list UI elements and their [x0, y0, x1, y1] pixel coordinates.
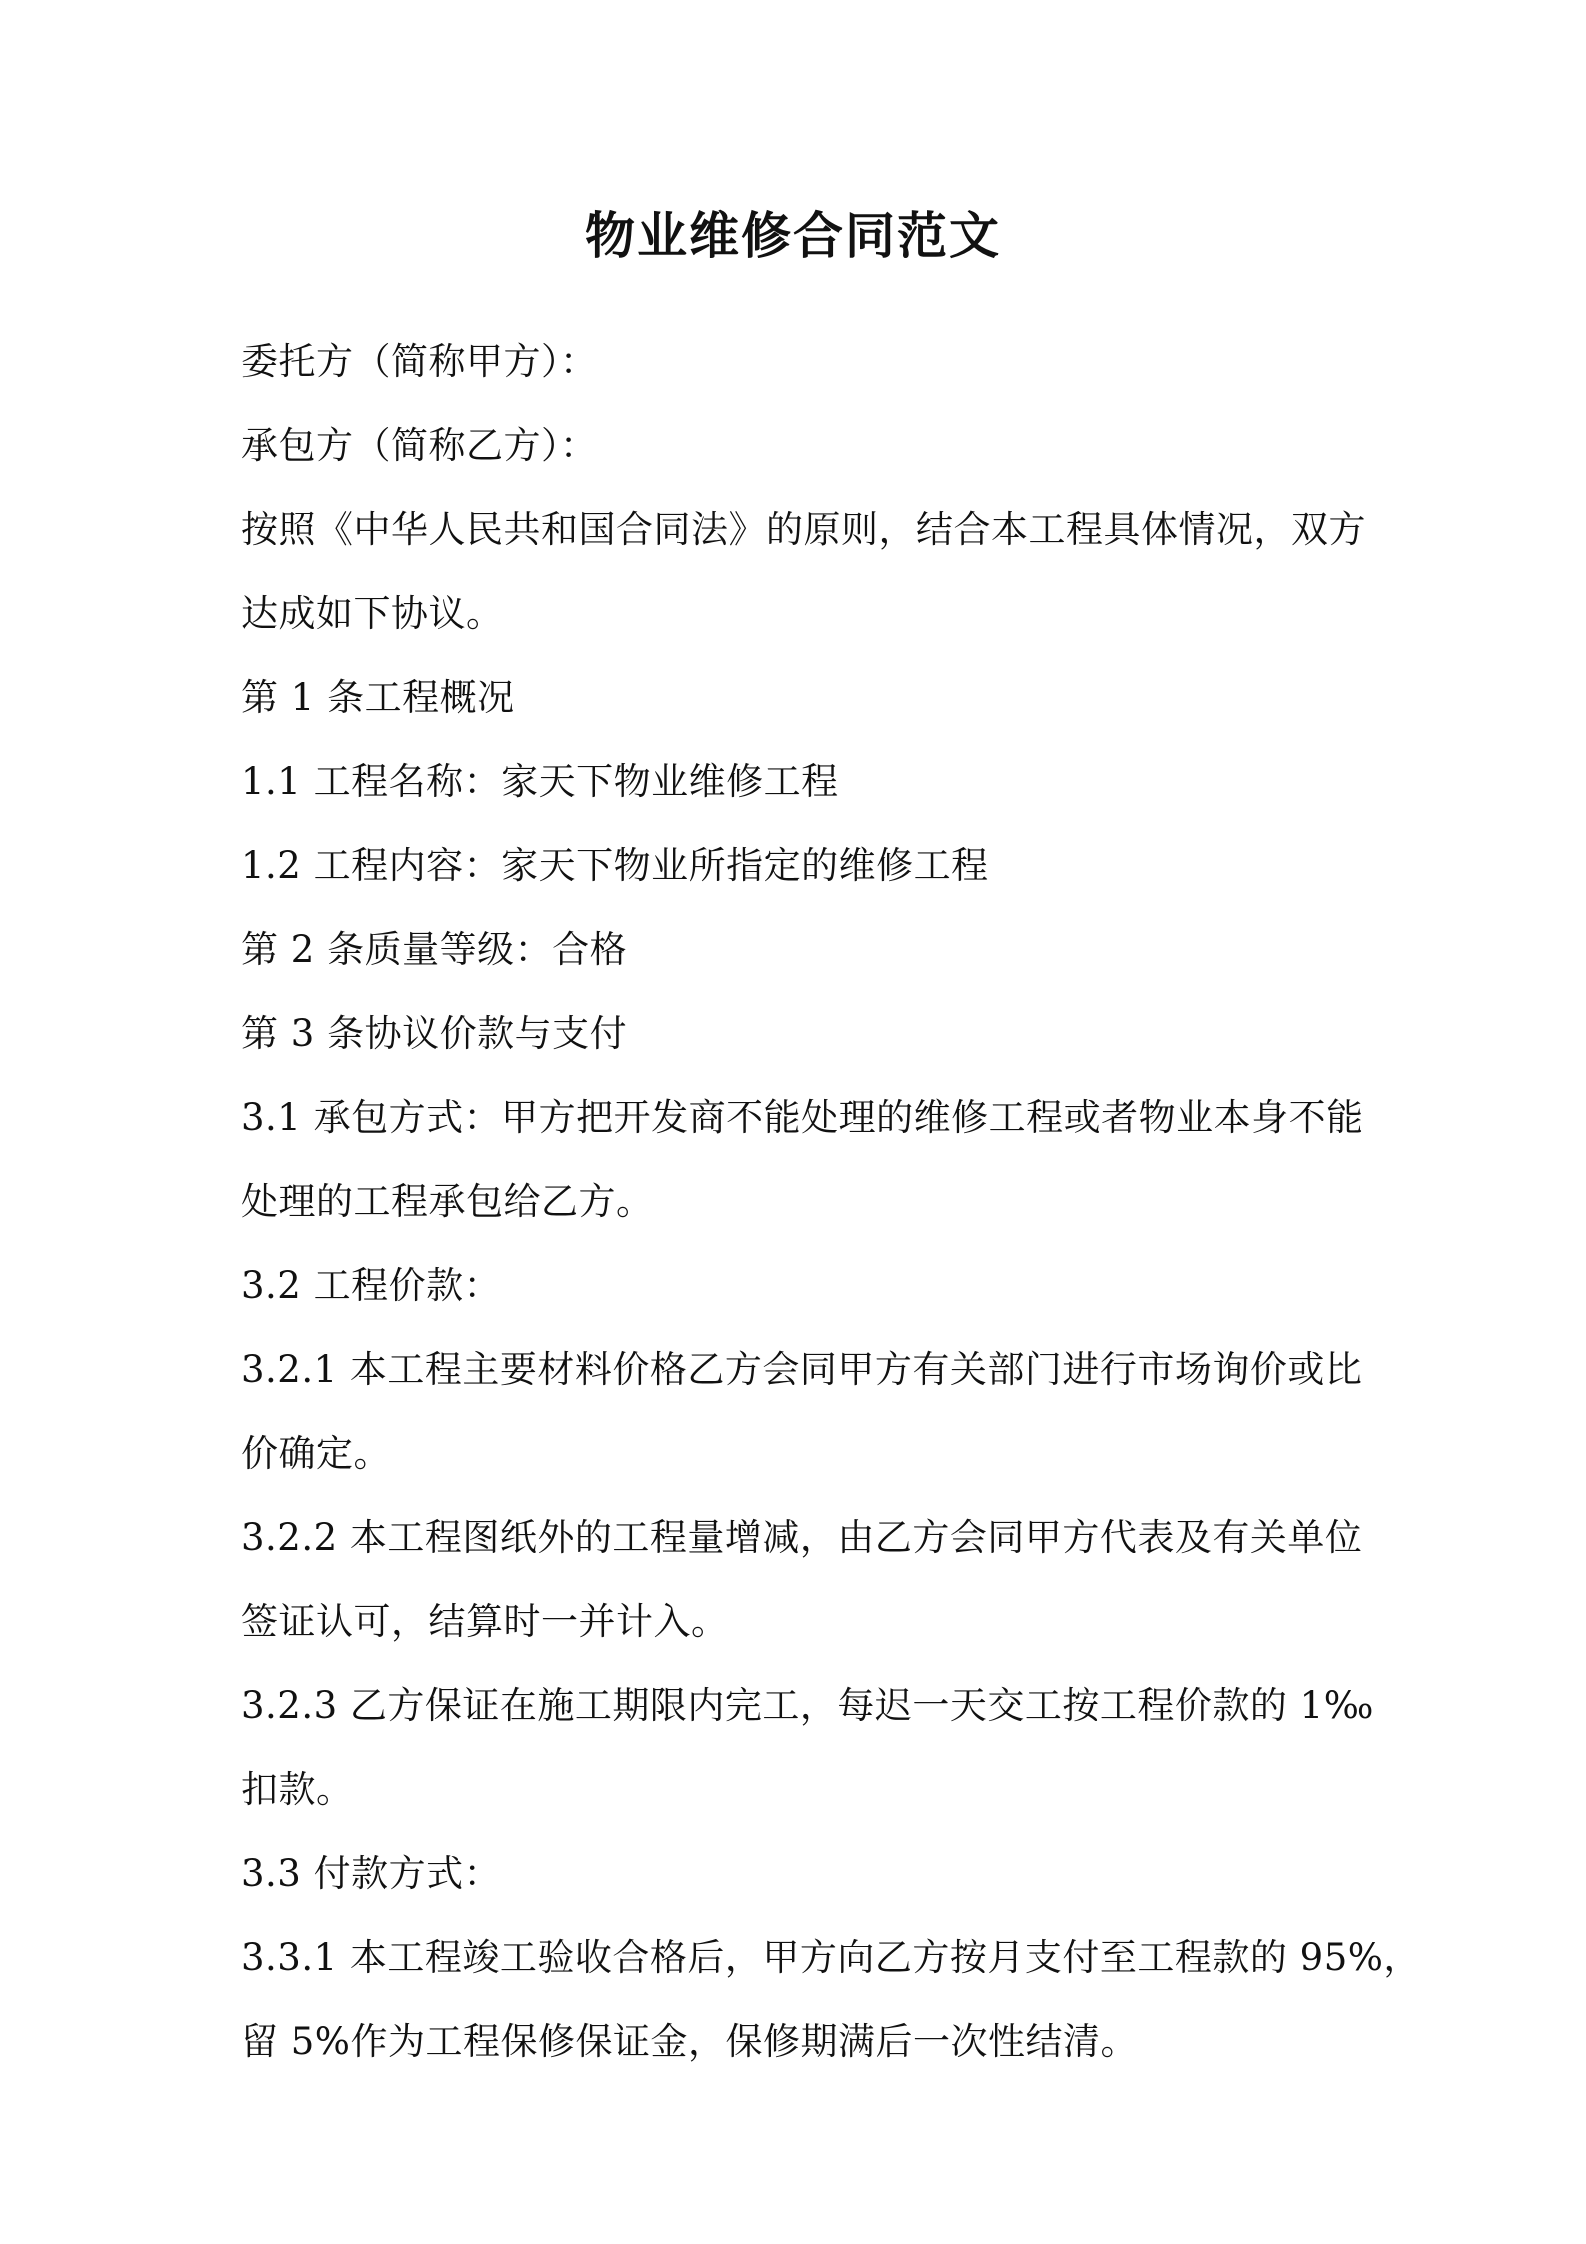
text-line: 处理的工程承包给乙方。 [241, 1180, 654, 1223]
text-line: 扣款。 [241, 1768, 354, 1811]
text-line: 留 5%作为工程保修保证金，保修期满后一次性结清。 [241, 2020, 1138, 2063]
text-line: 3.2.1 本工程主要材料价格乙方会同甲方有关部门进行市场询价或比 [241, 1348, 1363, 1391]
text-line: 达成如下协议。 [241, 592, 504, 635]
text-line: 按照《中华人民共和国合同法》的原则，结合本工程具体情况，双方 [241, 508, 1366, 551]
text-line: 第 2 条质量等级：合格 [241, 928, 628, 971]
text-line: 价确定。 [241, 1432, 391, 1475]
text-line: 3.1 承包方式：甲方把开发商不能处理的维修工程或者物业本身不能 [241, 1096, 1364, 1139]
document-body [241, 320, 1421, 2084]
text-line: 承包方（简称乙方）： [241, 424, 598, 467]
text-line: 第 3 条协议价款与支付 [241, 1012, 628, 1055]
text-line: 第 1 条工程概况 [241, 676, 515, 719]
document-title: 物业维修合同范文 [585, 206, 1001, 265]
text-line: 3.3.1 本工程竣工验收合格后，甲方向乙方按月支付至工程款的 95%， [241, 1936, 1421, 1979]
text-line: 签证认可，结算时一并计入。 [241, 1600, 729, 1643]
text-line: 3.2.3 乙方保证在施工期限内完工，每迟一天交工按工程价款的 1‰ [241, 1684, 1374, 1727]
text-line: 3.2.2 本工程图纸外的工程量增减，由乙方会同甲方代表及有关单位 [241, 1516, 1363, 1559]
text-line: 委托方（简称甲方）： [241, 340, 598, 383]
text-line: 3.2 工程价款： [241, 1264, 502, 1307]
text-line: 1.1 工程名称：家天下物业维修工程 [241, 760, 839, 803]
text-line: 3.3 付款方式： [241, 1852, 502, 1895]
text-line: 1.2 工程内容：家天下物业所指定的维修工程 [241, 844, 989, 887]
